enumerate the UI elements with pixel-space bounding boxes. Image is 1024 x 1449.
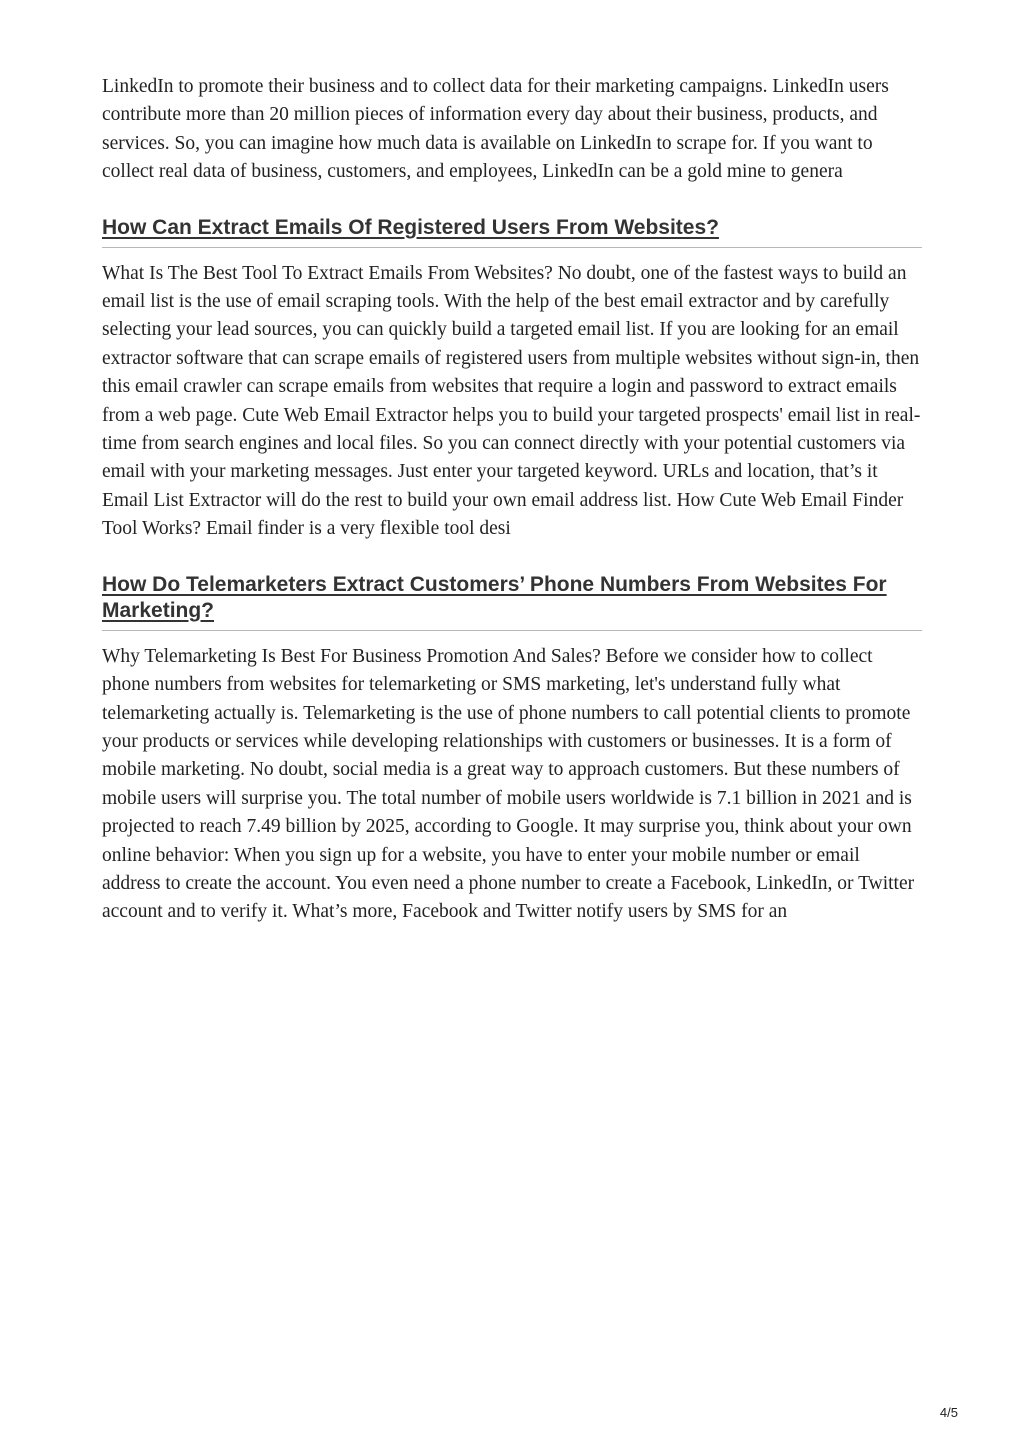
section-body-extract-emails: What Is The Best Tool To Extract Emails From Websites? No doubt, one of the fastest ways to build an email list is the use of email scraping tools. With the help of the best email extractor and by carefully selecting your lead sources, you can quickly build a targeted email list. If you are looking for an email extractor software that can scrape emails of registered users from multiple websites without sign-in, then this email crawler can scrape emails from websites that require a login and password to extract emails from a web page. Cute Web Email Extractor helps you to build your targeted prospects' email list in real-time from search engines and local files. So you can connect directly with your potential customers via email with your marketing messages. Just enter your targeted keyword. URLs and location, that’s it Email List Extractor will do the rest to build your own email address list. How Cute Web Email Finder Tool Works? Email finder is a very flexible tool desi bbox=[102, 262, 921, 540]
page-number: 4/5 bbox=[939, 1405, 958, 1420]
document-page bbox=[102, 73, 922, 927]
section-body-telemarketers-phone-numbers: Why Telemarketing Is Best For Business Promotion And Sales? Before we consider how to collect phone numbers from websites for telemarketing or SMS marketing, let's understand fully what telemarketing actually is. Telemarketing is the use of phone numbers to call potential clients to promote your products or services while developing relationships with customers or businesses. It is a form of mobile marketing. No doubt, social media is a great way to approach customers. But these numbers of mobile users will surprise you. The total number of mobile users worldwide is 7.1 billion in 2021 and is projected to reach 7.49 billion by 2025, according to Google. It may surprise you, think about your own online behavior: When you sign up for a website, you have to enter your mobile number or email address to create the account. You even need a phone number to create a Facebook, LinkedIn, or Twitter account and to verify it. What’s more, Facebook and Twitter notify users by SMS for an bbox=[102, 645, 915, 923]
section-heading-extract-emails[interactable]: How Can Extract Emails Of Registered Users From Websites? bbox=[102, 215, 922, 248]
section-heading-telemarketers-phone-numbers[interactable]: How Do Telemarketers Extract Customers’ Phone Numbers From Websites For Marketing? bbox=[102, 572, 922, 631]
intro-paragraph: LinkedIn to promote their business and to collect data for their marketing campaigns. LinkedIn users contribute more than 20 million pieces of information every day about their business, products, and services. So, you can imagine how much data is available on LinkedIn to scrape for. If you want to collect real data of business, customers, and employees, LinkedIn can be a gold mine to genera bbox=[102, 76, 889, 183]
